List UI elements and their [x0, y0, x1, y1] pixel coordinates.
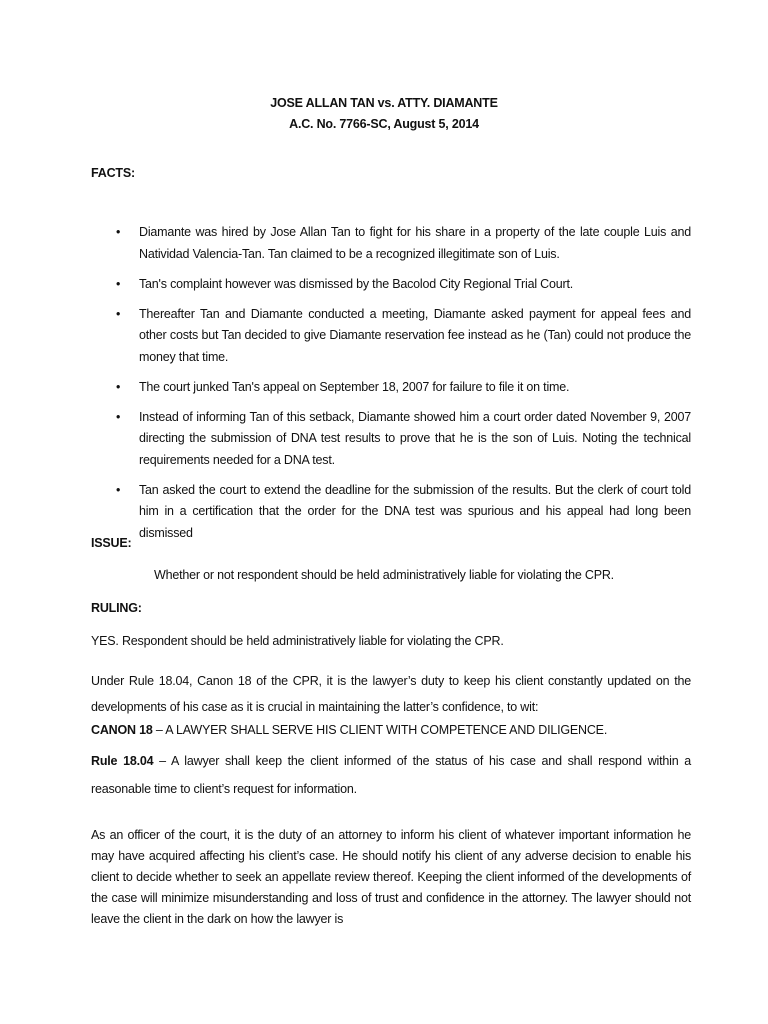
facts-heading: FACTS:	[91, 166, 135, 180]
rule-18-04-paragraph	[91, 747, 691, 803]
fact-text: Tan's complaint however was dismissed by the Bacolod City Regional Trial Court.	[139, 276, 574, 291]
fact-text: Tan asked the court to extend the deadline for the submission of the results. But the clerk of court told him in a certification that the order for the DNA test was spurious and his appeal had long been dismissed	[139, 482, 691, 540]
bullet-icon: •	[116, 409, 121, 424]
ruling-answer: YES. Respondent should be held administratively liable for violating the CPR.	[91, 634, 504, 648]
list-item	[91, 304, 691, 369]
bullet-icon: •	[116, 482, 121, 497]
rule-intro-paragraph: Under Rule 18.04, Canon 18 of the CPR, it is the lawyer’s duty to keep his client constantly updated on the developments of his case as it is crucial in maintaining the latter’s confidence, to wit:	[91, 674, 691, 714]
final-paragraph: As an officer of the court, it is the duty of an attorney to inform his client of whatever important information he may have acquired affecting his client’s case. He should notify his client of any adverse decision to enable his client to decide whether to seek an appellate review thereof. Keeping the client informed of the developments of the case will minimize misunderstanding and loss of trust and confidence in the attorney. The lawyer should not leave the client in the dark on how the lawyer is	[91, 828, 691, 926]
fact-text: The court junked Tan's appeal on September 18, 2007 for failure to file it on time.	[139, 379, 570, 394]
fact-text: Thereafter Tan and Diamante conducted a meeting, Diamante asked payment for appeal fees and other costs but Tan decided to give Diamante reservation fee instead as he (Tan) could not produce the money that time.	[139, 306, 691, 364]
bullet-icon: •	[116, 379, 121, 394]
list-item	[91, 480, 691, 545]
list-item	[91, 274, 691, 296]
rule-label: Rule 18.04	[91, 754, 154, 768]
list-item	[91, 407, 691, 472]
list-item	[91, 377, 691, 399]
fact-text: Instead of informing Tan of this setback, Diamante showed him a court order dated November 9, 2007 directing the submission of DNA test results to prove that he is the son of Luis. Noting the technical requirements needed for a DNA test.	[139, 409, 691, 467]
list-item	[91, 222, 691, 265]
bullet-icon: •	[116, 276, 121, 291]
facts-list	[91, 222, 691, 553]
ruling-heading: RULING:	[91, 601, 142, 615]
case-citation: A.C. No. 7766-SC, August 5, 2014	[289, 117, 479, 131]
fact-text: Diamante was hired by Jose Allan Tan to fight for his share in a property of the late couple Luis and Natividad Valencia-Tan. Tan claimed to be a recognized illegitimate son of Luis.	[139, 225, 691, 261]
canon-label: CANON 18	[91, 723, 153, 737]
bullet-icon: •	[116, 306, 121, 321]
issue-heading: ISSUE:	[91, 536, 132, 550]
bullet-icon: •	[116, 225, 121, 239]
canon-text: – A LAWYER SHALL SERVE HIS CLIENT WITH COMPETENCE AND DILIGENCE.	[152, 723, 608, 737]
case-title: JOSE ALLAN TAN vs. ATTY. DIAMANTE	[270, 96, 498, 110]
canon-18-line	[91, 723, 691, 737]
rule-text: – A lawyer shall keep the client informed of the status of his case and shall respond within a reasonable time to client’s request for information.	[91, 754, 692, 796]
issue-text: Whether or not respondent should be held administratively liable for violating the CPR.	[154, 568, 614, 582]
